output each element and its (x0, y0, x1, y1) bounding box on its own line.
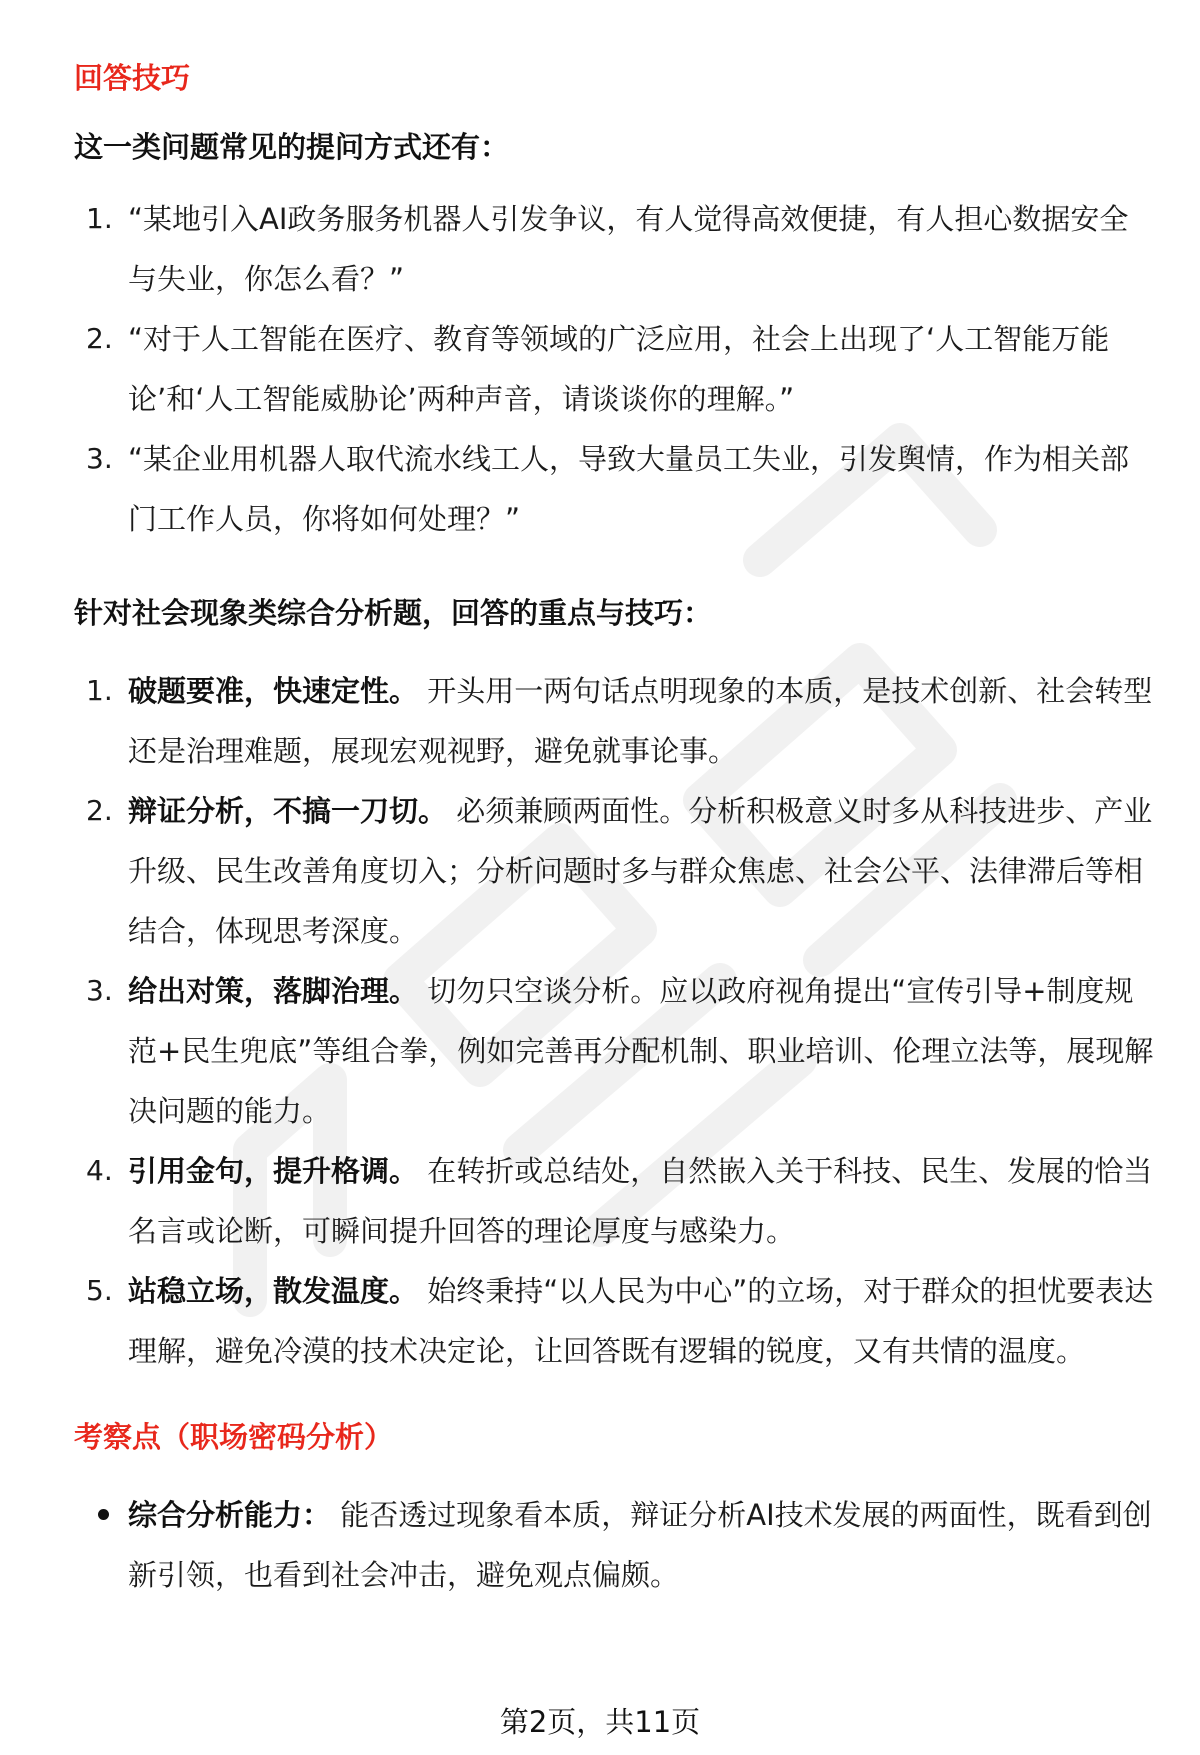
tip-key-phrase: 引用金句，提升格调。 (128, 1154, 419, 1188)
page-number: 第2页，共11页 (499, 1705, 701, 1739)
question-list (74, 189, 1154, 549)
tip-key-phrase: 辩证分析，不搞一刀切。 (128, 794, 448, 828)
list-number: 2. (86, 322, 113, 355)
list-item (74, 1485, 1154, 1605)
tip-text: 在转折或总结处，自然嵌入关于科技、民生、发展的恰当名言或论断，可瞬间提升回答的理论厚度与感染力。 (128, 1154, 1153, 1248)
document-page (74, 56, 1154, 1605)
question-text: “某企业用机器人取代流水线工人，导致大量员工失业，引发舆情，作为相关部门工作人员，你将如何处理？” (128, 442, 1130, 536)
list-number: 4. (86, 1154, 113, 1187)
tip-text: 开头用一两句话点明现象的本质，是技术创新、社会转型还是治理难题，展现宏观视野，避免就事论事。 (128, 674, 1153, 768)
list-number: 3. (86, 974, 113, 1007)
list-item (74, 309, 1154, 429)
list-number: 1. (86, 674, 113, 707)
list-item (74, 189, 1154, 309)
tip-key-phrase: 站稳立场，散发温度。 (128, 1274, 419, 1308)
list-item (74, 1141, 1154, 1261)
list-item (74, 781, 1154, 961)
list-number: 5. (86, 1274, 113, 1307)
list-item (74, 429, 1154, 549)
tip-key-phrase: 给出对策，落脚治理。 (128, 974, 419, 1008)
list-number: 1. (86, 202, 113, 235)
tip-key-phrase: 破题要准，快速定性。 (128, 674, 419, 708)
list-item (74, 661, 1154, 781)
assessment-points-list (74, 1485, 1154, 1605)
section-title-assessment-points: 考察点（职场密码分析） (74, 1420, 394, 1454)
tips-list (74, 661, 1154, 1381)
tip-text: 始终秉持“以人民为中心”的立场，对于群众的担忧要表达理解，避免冷漠的技术决定论，让回答既有逻辑的锐度，又有共情的温度。 (128, 1274, 1154, 1368)
tip-text: 切勿只空谈分析。应以政府视角提出“宣传引导+制度规范+民生兜底”等组合拳，例如完善再分配机制、职业培训、伦理立法等，展现解决问题的能力。 (128, 974, 1154, 1128)
point-key-phrase: 综合分析能力： (128, 1498, 332, 1532)
list-number: 2. (86, 794, 113, 827)
question-text: “对于人工智能在医疗、教育等领域的广泛应用，社会上出现了‘人工智能万能论’和‘人工智能威胁论’两种声音，请谈谈你的理解。” (128, 322, 1110, 416)
tips-heading: 针对社会现象类综合分析题，回答的重点与技巧： (74, 596, 713, 630)
question-text: “某地引入AI政务服务机器人引发争议，有人觉得高效便捷，有人担心数据安全与失业，你怎么看？” (128, 202, 1129, 296)
list-item (74, 961, 1154, 1141)
section-title-answer-tips: 回答技巧 (74, 61, 191, 95)
bullet-icon (98, 1509, 109, 1520)
point-text: 能否透过现象看本质，辩证分析AI技术发展的两面性，既看到创新引领，也看到社会冲击，避免观点偏颇。 (128, 1498, 1152, 1592)
question-forms-heading: 这一类问题常见的提问方式还有： (74, 130, 510, 164)
list-number: 3. (86, 442, 113, 475)
tip-text: 必须兼顾两面性。分析积极意义时多从科技进步、产业升级、民生改善角度切入；分析问题时多与群众焦虑、社会公平、法律滞后等相结合，体现思考深度。 (128, 794, 1153, 948)
list-item (74, 1261, 1154, 1381)
